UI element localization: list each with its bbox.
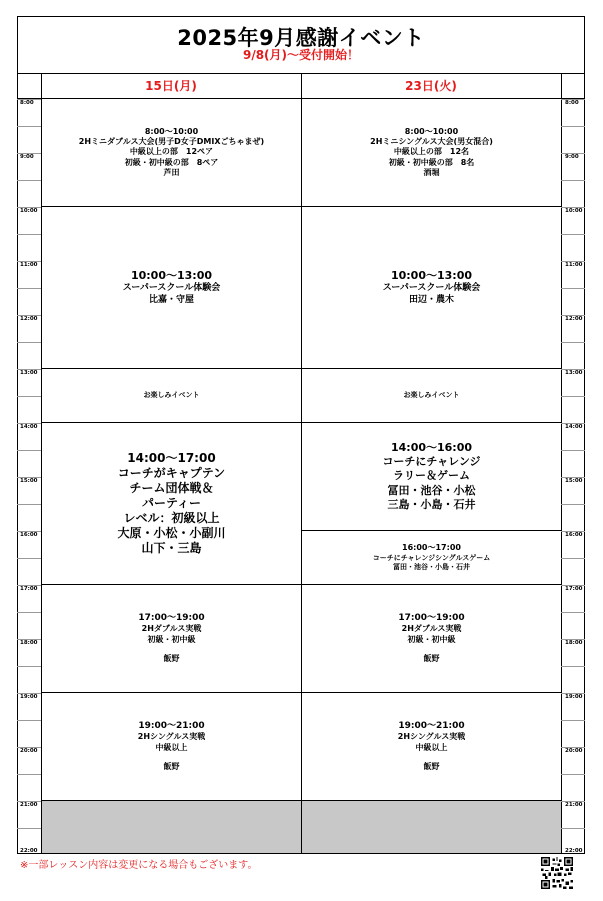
closed-slot-23 bbox=[302, 801, 561, 853]
page-subtitle: 9/8(月)～受付開始！ bbox=[242, 48, 360, 62]
time-label-left: 20:00 bbox=[20, 748, 38, 754]
event-time: 8:00～10:00 bbox=[404, 126, 459, 136]
time-tick bbox=[17, 180, 41, 181]
time-tick bbox=[17, 558, 41, 559]
event-time: 17:00～19:00 bbox=[138, 612, 205, 623]
time-tick bbox=[17, 342, 41, 343]
event-title: パーティー bbox=[141, 496, 202, 510]
time-tick bbox=[561, 450, 585, 451]
time-tick bbox=[17, 234, 41, 235]
event-time: 19:00～21:00 bbox=[138, 720, 205, 731]
time-tick bbox=[561, 288, 585, 289]
event-level: 中級以上 bbox=[415, 742, 448, 752]
right-time-divider bbox=[561, 73, 562, 854]
time-label-right: 10:00 bbox=[565, 208, 583, 214]
time-label-right: 13:00 bbox=[565, 370, 583, 376]
time-tick bbox=[17, 504, 41, 505]
event-coach: 大原・小松・小副川 bbox=[117, 526, 226, 540]
time-tick bbox=[561, 504, 585, 505]
event-coach: 飯野 bbox=[423, 654, 440, 664]
time-label-left: 8:00 bbox=[20, 100, 34, 106]
event-coach: 三島・小島・石井 bbox=[387, 497, 476, 511]
event-coach: 飯野 bbox=[423, 762, 440, 772]
event-title: チーム団体戦＆ bbox=[129, 481, 214, 495]
time-label-left: 17:00 bbox=[20, 586, 38, 592]
time-tick bbox=[17, 828, 41, 829]
event-coach: 飯野 bbox=[163, 762, 180, 772]
time-tick bbox=[561, 720, 585, 721]
event-coach: 冨田・池谷・小島・石井 bbox=[393, 562, 470, 571]
event-d1-afternoon[interactable] bbox=[42, 423, 301, 584]
event-level: 中級以上 bbox=[155, 742, 188, 752]
time-label-left: 15:00 bbox=[20, 478, 38, 484]
time-label-left: 19:00 bbox=[20, 694, 38, 700]
event-coach: 山下・三島 bbox=[141, 541, 202, 555]
time-tick bbox=[17, 774, 41, 775]
time-tick bbox=[17, 288, 41, 289]
day-header-15: 15日(月) bbox=[145, 79, 197, 93]
event-title: 2Hダブルス実戦 bbox=[401, 624, 462, 634]
time-label-right: 8:00 bbox=[565, 100, 579, 106]
event-coach: 酒堀 bbox=[423, 168, 440, 178]
event-time: 14:00～17:00 bbox=[127, 451, 216, 465]
event-coach: 冨田・池谷・小松 bbox=[387, 483, 476, 497]
event-level: レベル：初級以上 bbox=[123, 511, 220, 525]
event-title: 2Hシングルス実戦 bbox=[397, 732, 466, 742]
event-time: 10:00～13:00 bbox=[130, 268, 212, 282]
time-tick bbox=[17, 126, 41, 127]
event-coach: 田辺・農木 bbox=[408, 294, 454, 305]
closed-slot-15 bbox=[42, 801, 301, 853]
event-coach: 比嘉・守屋 bbox=[148, 294, 194, 305]
time-label-right: 18:00 bbox=[565, 640, 583, 646]
event-title: スーパースクール体験会 bbox=[122, 282, 221, 293]
time-label-left: 22:00 bbox=[20, 848, 38, 854]
time-tick bbox=[561, 126, 585, 127]
event-d2-afternoon-b[interactable] bbox=[302, 531, 561, 584]
qr-code-icon bbox=[541, 857, 573, 889]
event-d1-evening2[interactable] bbox=[42, 693, 301, 800]
event-title: 2Hダブルス実戦 bbox=[141, 624, 202, 634]
time-label-right: 20:00 bbox=[565, 748, 583, 754]
event-time: 16:00～17:00 bbox=[402, 543, 461, 553]
event-time: 17:00～19:00 bbox=[398, 612, 465, 623]
time-tick bbox=[17, 612, 41, 613]
event-title: 2Hシングルス実戦 bbox=[137, 732, 206, 742]
time-tick bbox=[17, 720, 41, 721]
event-title: お楽しみイベント bbox=[403, 390, 460, 399]
time-label-left: 13:00 bbox=[20, 370, 38, 376]
time-label-right: 14:00 bbox=[565, 424, 583, 430]
event-coach: 芦田 bbox=[163, 168, 180, 178]
event-level: 初級・初中級 bbox=[147, 634, 196, 644]
time-tick bbox=[561, 396, 585, 397]
event-d1-fun[interactable] bbox=[42, 369, 301, 422]
event-detail: 中級以上の部 12名 bbox=[393, 147, 470, 157]
event-detail: 初級・初中級の部 8名 bbox=[388, 157, 475, 167]
event-time: 19:00～21:00 bbox=[398, 720, 465, 731]
time-tick bbox=[561, 828, 585, 829]
time-label-right: 15:00 bbox=[565, 478, 583, 484]
event-time: 14:00～16:00 bbox=[390, 440, 473, 454]
event-d2-school[interactable] bbox=[302, 207, 561, 368]
event-d2-evening2[interactable] bbox=[302, 693, 561, 800]
time-tick bbox=[561, 774, 585, 775]
event-d2-fun[interactable] bbox=[302, 369, 561, 422]
event-d1-evening1[interactable] bbox=[42, 585, 301, 692]
time-tick bbox=[17, 666, 41, 667]
event-time: 8:00～10:00 bbox=[144, 126, 199, 136]
footer-note: ※一部レッスン内容は変更になる場合もございます。 bbox=[20, 860, 258, 871]
time-label-right: 11:00 bbox=[565, 262, 583, 268]
time-label-right: 12:00 bbox=[565, 316, 583, 322]
time-label-left: 18:00 bbox=[20, 640, 38, 646]
time-label-right: 16:00 bbox=[565, 532, 583, 538]
time-tick bbox=[17, 396, 41, 397]
time-label-right: 21:00 bbox=[565, 802, 583, 808]
event-title: 2Hミニダブルス大会(男子D女子DMIXごちゃまぜ) bbox=[78, 136, 265, 146]
time-label-left: 21:00 bbox=[20, 802, 38, 808]
time-label-left: 9:00 bbox=[20, 154, 34, 160]
time-tick bbox=[561, 558, 585, 559]
time-label-left: 16:00 bbox=[20, 532, 38, 538]
event-title: コーチにチャレンジ bbox=[382, 455, 481, 469]
time-tick bbox=[17, 450, 41, 451]
event-coach: 飯野 bbox=[163, 654, 180, 664]
event-detail: 初級・初中級の部 8ペア bbox=[124, 157, 219, 167]
time-tick bbox=[561, 612, 585, 613]
event-title: 2Hミニシングルス大会(男女混合) bbox=[370, 136, 493, 146]
time-label-right: 22:00 bbox=[565, 848, 583, 854]
time-tick bbox=[561, 666, 585, 667]
time-tick bbox=[561, 180, 585, 181]
event-d2-morning[interactable] bbox=[302, 99, 561, 206]
time-label-right: 9:00 bbox=[565, 154, 579, 160]
time-label-left: 12:00 bbox=[20, 316, 38, 322]
event-title: スーパースクール体験会 bbox=[382, 282, 481, 293]
event-title: コーチにチャレンジシングルスゲーム bbox=[372, 553, 491, 562]
time-label-right: 19:00 bbox=[565, 694, 583, 700]
event-title: お楽しみイベント bbox=[143, 390, 200, 399]
event-level: 初級・初中級 bbox=[407, 634, 456, 644]
event-title: コーチがキャプテン bbox=[117, 466, 226, 480]
time-label-left: 11:00 bbox=[20, 262, 38, 268]
event-time: 10:00～13:00 bbox=[390, 268, 472, 282]
event-d2-evening1[interactable] bbox=[302, 585, 561, 692]
time-label-right: 17:00 bbox=[565, 586, 583, 592]
event-title: ラリー＆ゲーム bbox=[393, 469, 470, 483]
event-d2-afternoon-a[interactable] bbox=[302, 423, 561, 530]
page-title: 2025年9月感謝イベント bbox=[177, 26, 425, 50]
day-header-23: 23日(火) bbox=[405, 79, 457, 93]
time-tick bbox=[561, 234, 585, 235]
time-label-left: 10:00 bbox=[20, 208, 38, 214]
time-label-left: 14:00 bbox=[20, 424, 38, 430]
event-d1-morning[interactable] bbox=[42, 99, 301, 206]
event-d1-school[interactable] bbox=[42, 207, 301, 368]
event-detail: 中級以上の部 12ペア bbox=[129, 147, 214, 157]
time-tick bbox=[561, 342, 585, 343]
